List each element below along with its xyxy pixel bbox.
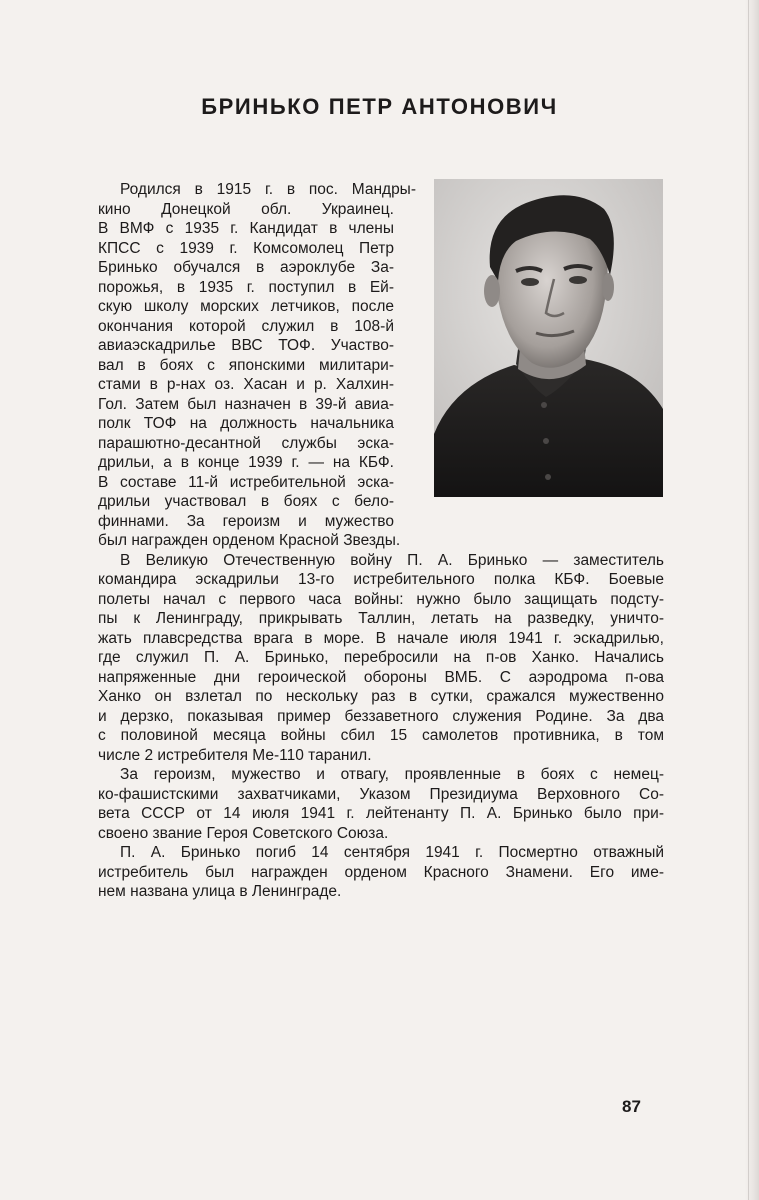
text-line: жать плавсредства врага в море. В начале июля 1941 г. эскадрилью, <box>98 629 664 647</box>
text-line: КПСС с 1939 г. Комсомолец Петр <box>98 239 394 257</box>
page-title: БРИНЬКО ПЕТР АНТОНОВИЧ <box>201 94 558 119</box>
biography-text <box>98 180 664 902</box>
text-line: П. А. Бринько погиб 14 сентября 1941 г. Посмертно отважный <box>120 844 664 861</box>
text-line: В ВМФ с 1935 г. Кандидат в члены <box>98 220 394 237</box>
text-line: вал в боях с японскими милитари- <box>98 356 394 374</box>
text-line: ко-фашистскими захватчиками, Указом Президиума Верховного Со- <box>98 785 664 803</box>
text-line: дрильи участвовал в боях с бело- <box>98 493 394 510</box>
text-line: был награжден орденом Красной Звезды. <box>98 532 401 549</box>
text-line: финнами. За героизм и мужество <box>98 512 394 530</box>
text-line: полк ТОФ на должность начальника <box>98 415 394 432</box>
text-line: Гол. Затем был назначен в 39-й авиа- <box>98 395 394 413</box>
text-line: числе 2 истребителя Ме-110 таранил. <box>98 746 372 764</box>
text-line: окончания которой служил в 108-й <box>98 317 394 335</box>
text-line: своено звание Героя Советского Союза. <box>98 824 389 842</box>
text-line: парашютно-десантной службы эска- <box>98 434 394 452</box>
text-line: истребитель был награжден орденом Красного Знамени. Его име- <box>98 863 664 881</box>
text-line: стами в р-нах оз. Хасан и р. Халхин- <box>98 376 394 393</box>
page-fold <box>748 0 749 1200</box>
text-line: скую школу морских летчиков, после <box>98 298 394 315</box>
text-line: с половиной месяца войны сбил 15 самолетов противника, в том <box>98 727 664 744</box>
text-line: Родился в 1915 г. в пос. Мандры- <box>120 181 416 198</box>
text-line: вета СССР от 14 июля 1941 г. лейтенанту П. А. Бринько было при- <box>98 805 664 822</box>
text-line: командира эскадрильи 13-го истребительного полка КБФ. Боевые <box>98 571 664 588</box>
text-line: полеты начал с первого часа войны: нужно было защищать подсту- <box>98 590 664 608</box>
text-line: авиаэскадрилье ВВС ТОФ. Участво- <box>98 337 394 354</box>
text-line: где служил П. А. Бринько, перебросили на п-ов Ханко. Начались <box>98 649 664 666</box>
page-number: 87 <box>622 1097 641 1116</box>
text-line: За героизм, мужество и отвагу, проявленные в боях с немец- <box>120 766 664 783</box>
text-line: кино Донецкой обл. Украинец. <box>98 200 394 218</box>
text-line: В Великую Отечественную войну П. А. Бринько — заместитель <box>120 551 664 569</box>
text-line: В составе 11-й истребительной эска- <box>98 473 394 491</box>
text-line: Бринько обучался в аэроклубе За- <box>98 259 394 276</box>
text-line: дрильи, а в конце 1939 г. — на КБФ. <box>98 454 394 471</box>
text-line: и дерзко, показывая пример беззаветного служения Родине. За два <box>98 707 664 725</box>
text-line: пы к Ленинграду, прикрывать Таллин, летать на разведку, уничто- <box>98 610 664 627</box>
text-line: Ханко он взлетал по нескольку раз в сутки, сражался мужественно <box>98 688 664 705</box>
text-line: напряженные дни героической обороны ВМБ. С аэродрома п-ова <box>98 668 664 686</box>
text-line: порожья, в 1935 г. поступил в Ей- <box>98 278 394 296</box>
text-line: нем названа улица в Ленинграде. <box>98 883 342 900</box>
